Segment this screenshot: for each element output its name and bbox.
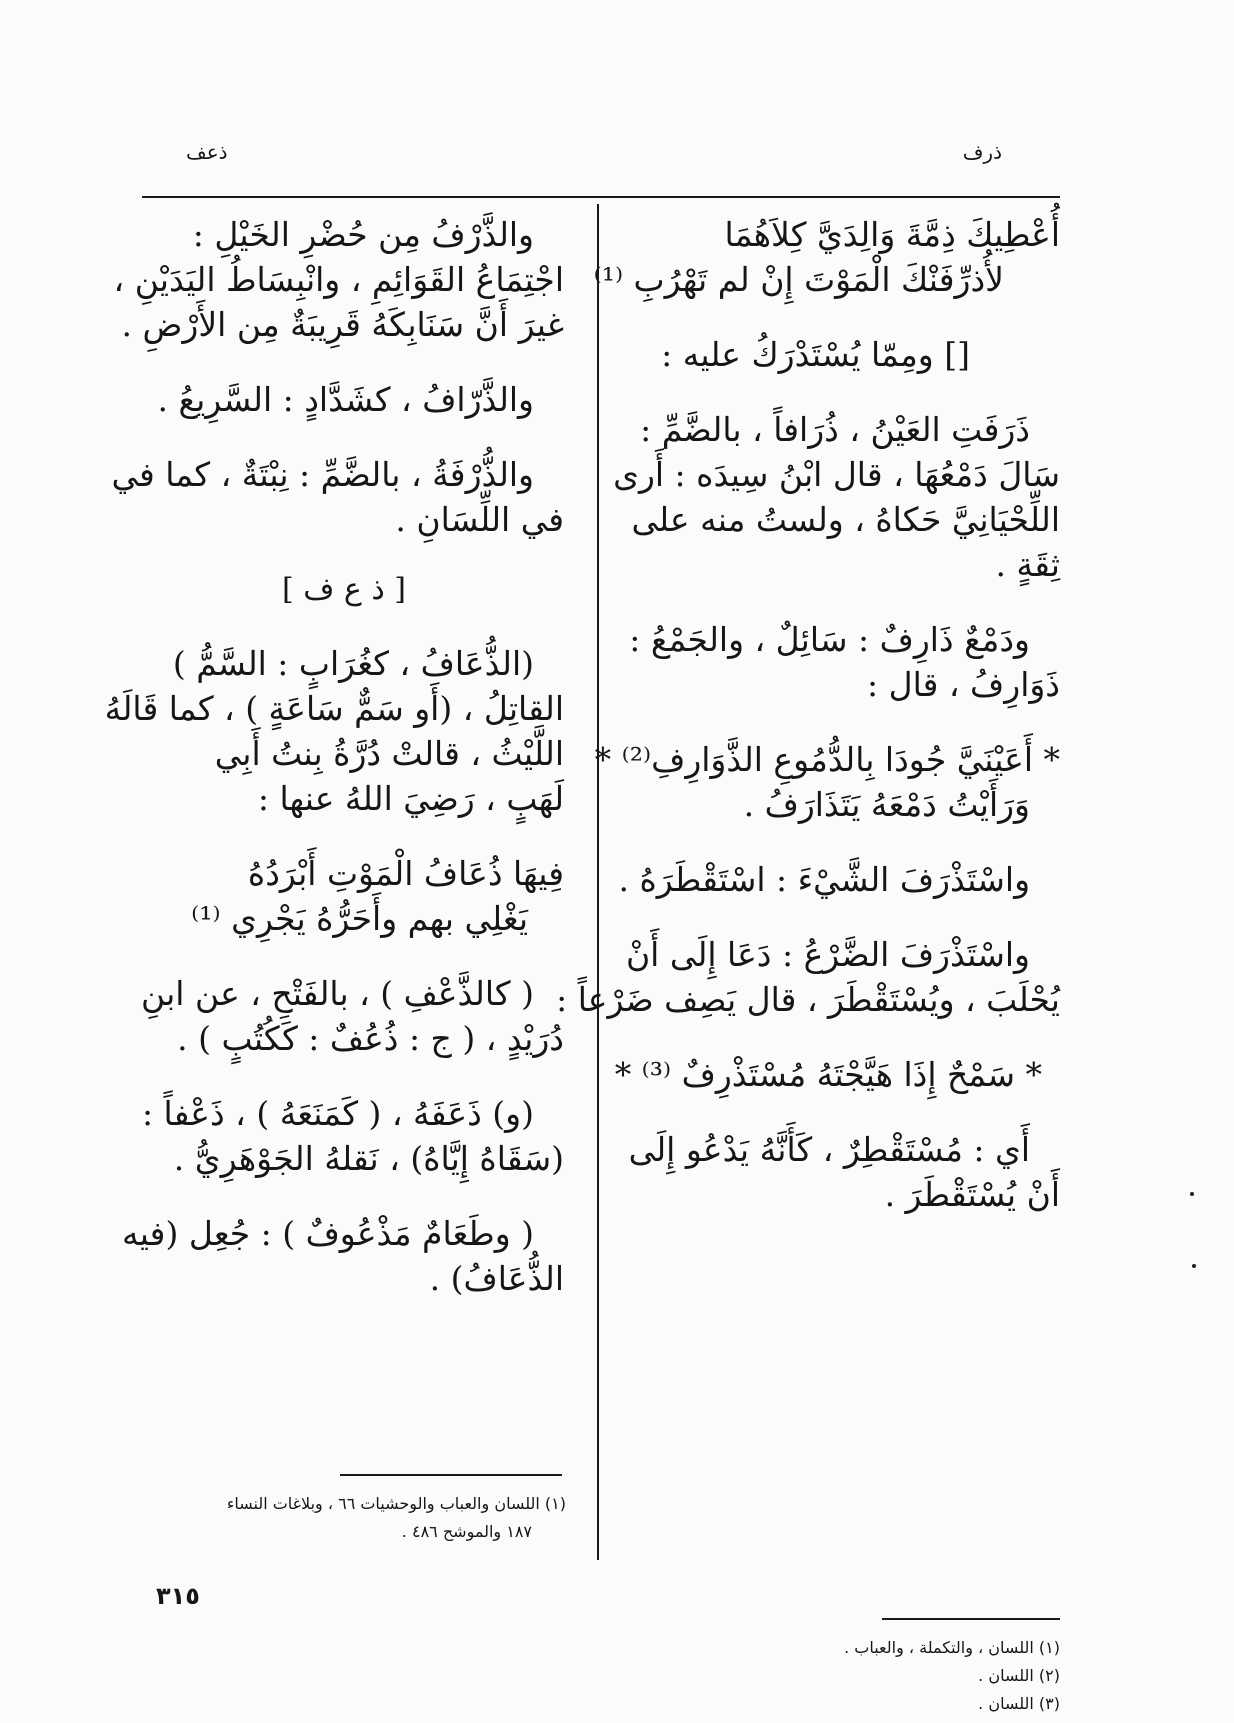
right-column bbox=[556, 212, 1060, 1247]
footnote: ١٨٧ والموشح ٤٨٦ . bbox=[401, 1522, 532, 1541]
verse-paragraph bbox=[614, 1052, 1060, 1097]
paragraph bbox=[618, 857, 1060, 902]
paragraph bbox=[124, 1091, 564, 1181]
text-line: ذَوَارِفُ ، قال : bbox=[867, 665, 1060, 704]
text-line: واسْتَذْرَفَ الشَّيْءَ : اسْتَقْطَرَهُ . bbox=[618, 860, 1030, 899]
text-line: اللَّيْثُ ، قالتْ دُرَّةُ بِنتُ أَبِي bbox=[214, 734, 564, 773]
footnote-rule-right bbox=[882, 1618, 1060, 1620]
footnote: (٣) اللسان . bbox=[978, 1694, 1060, 1713]
text-line: القاتِلُ ، (أَو سَمٌّ سَاعَةٍ ) ، كما قَالَهُ bbox=[104, 689, 564, 728]
text-line: ( وطَعَامٌ مَذْعُوفٌ ) : جُعِل (فيه bbox=[122, 1214, 534, 1253]
verse-paragraph bbox=[593, 212, 1060, 302]
text-line: ذَرَفَتِ العَيْنُ ، ذُرَافاً ، بالضَّمِّ : bbox=[640, 410, 1030, 449]
running-head-right: ذرف bbox=[962, 140, 1002, 164]
text-line: دُرَيْدٍ ، ( ج : ذُعُفٌ : كَكُتُبٍ ) . bbox=[177, 1019, 564, 1058]
paragraph bbox=[632, 332, 1060, 377]
text-line: (سَقَاهُ إِيَّاهُ) ، نَقلهُ الجَوْهَرِيُّ . bbox=[173, 1139, 564, 1178]
paragraph bbox=[124, 377, 564, 422]
verse-line: أُعْطِيكَ ذِمَّةَ وَالِدَيَّ كِلاَهُمَا bbox=[724, 215, 1060, 254]
text-line: الذُّعَافُ) . bbox=[429, 1259, 564, 1298]
footnote: (١) اللسان والعباب والوحشيات ٦٦ ، وبلاغات النساء bbox=[226, 1494, 566, 1513]
paragraph bbox=[613, 407, 1060, 587]
text-line: ثِقَةٍ . bbox=[995, 545, 1060, 584]
text-line: في اللِّسَانِ . bbox=[395, 500, 564, 539]
footnotes-left bbox=[126, 1490, 566, 1546]
paragraph bbox=[124, 1211, 564, 1301]
text-line: اللِّحْيَانِيَّ حَكاهُ ، ولستُ منه على bbox=[631, 500, 1060, 539]
header-rule bbox=[142, 196, 1060, 198]
verse-line: يَغْلِي بهم وأَحَرُّهُ يَجْرِي ⁽¹⁾ bbox=[191, 899, 528, 938]
text-line: غيرَ أَنَّ سَنَابِكَهُ قَرِيبَةٌ مِن الأَرْضِ . bbox=[121, 305, 564, 344]
text-line: أَي : مُسْتَقْطِرٌ ، كَأَنَّهُ يَدْعُو إِلَى bbox=[628, 1130, 1030, 1169]
section-heading: [ ذ ع ف ] bbox=[282, 572, 406, 607]
text-line: أَنْ يُسْتَقْطَرَ . bbox=[884, 1175, 1060, 1214]
text-line: سَالَ دَمْعُهَا ، قال ابْنُ سِيدَه : أَرى bbox=[613, 455, 1060, 494]
verse-line: * سَمْحٌ إِذَا هَيَّجْتَهُ مُسْتَذْرِفٌ ⁽³⁾ * bbox=[614, 1055, 1042, 1094]
paragraph bbox=[556, 932, 1060, 1022]
paragraph bbox=[113, 212, 564, 347]
verse-line: * أَعَيْنَيَّ جُودَا بِالدُّمُوعِ الذَّوَارِفِ⁽²⁾ * bbox=[594, 740, 1060, 779]
margin-speck bbox=[1190, 1192, 1194, 1196]
text-line: والذَّرّافُ ، كشَدَّادٍ : السَّرِيعُ . bbox=[157, 380, 534, 419]
paragraph bbox=[124, 971, 564, 1061]
left-column bbox=[104, 212, 564, 1331]
paragraph bbox=[628, 1127, 1060, 1217]
footnote: (٢) اللسان . bbox=[978, 1666, 1060, 1685]
text-line: اجْتِمَاعُ القَوَائِمِ ، وانْبِسَاطُ اليَدَيْنِ ، bbox=[113, 260, 564, 299]
text-line: لَهَبٍ ، رَضِيَ اللهُ عنها : bbox=[257, 779, 564, 818]
text-line: وَرَأَيْتُ دَمْعَهُ يَتَذَارَفُ . bbox=[743, 785, 1030, 824]
footnotes-right bbox=[740, 1634, 1060, 1718]
text-line: واسْتَذْرَفَ الضَّرْعُ : دَعَا إِلَى أَنْ bbox=[625, 935, 1030, 974]
page-number: ٣١٥ bbox=[156, 1582, 200, 1610]
verse-line: لأُذرِّفَنْكَ الْمَوْتَ إِنْ لم تَهْرُبِ ⁽¹⁾ bbox=[593, 260, 1004, 299]
text-line: والذُّرْفَةُ ، بالضَّمِّ : نِبْتَةٌ ، كما في bbox=[111, 455, 534, 494]
verse-paragraph bbox=[594, 737, 1060, 827]
text-line: ودَمْعٌ ذَارِفٌ : سَائِلٌ ، والجَمْعُ : bbox=[629, 620, 1030, 659]
footnote: (١) اللسان ، والتكملة ، والعباب . bbox=[844, 1638, 1060, 1657]
footnote-rule-left bbox=[340, 1474, 562, 1476]
verse-paragraph bbox=[124, 851, 564, 941]
paragraph bbox=[111, 452, 564, 542]
verse-line: فِيهَا ذُعَافُ الْمَوْتِ أَبْرَدُهُ bbox=[247, 854, 564, 893]
text-line: والذَّرْفُ مِن حُضْرِ الخَيْلِ : bbox=[192, 215, 534, 254]
text-line: يُحْلَبَ ، ويُسْتَقْطَرَ ، قال يَصِف ضَرْعاً : bbox=[556, 980, 1060, 1019]
text-line: (الذُّعَافُ ، كغُرَابٍ : السَّمُّ ) bbox=[172, 644, 534, 683]
text-line: (و) ذَعَفَهُ ، ( كَمَنَعَهُ ) ، ذَعْفاً : bbox=[141, 1094, 534, 1133]
running-head-left: ذعف bbox=[186, 140, 228, 164]
text-line: [] ومِمّا يُسْتَدْرَكُ عليه : bbox=[661, 335, 970, 374]
paragraph bbox=[104, 641, 564, 821]
text-line: ( كالذَّعْفِ ) ، بالفَتْحِ ، عن ابنِ bbox=[140, 974, 534, 1013]
column-divider bbox=[597, 204, 599, 1560]
paragraph bbox=[629, 617, 1060, 707]
margin-speck bbox=[1192, 1264, 1196, 1268]
